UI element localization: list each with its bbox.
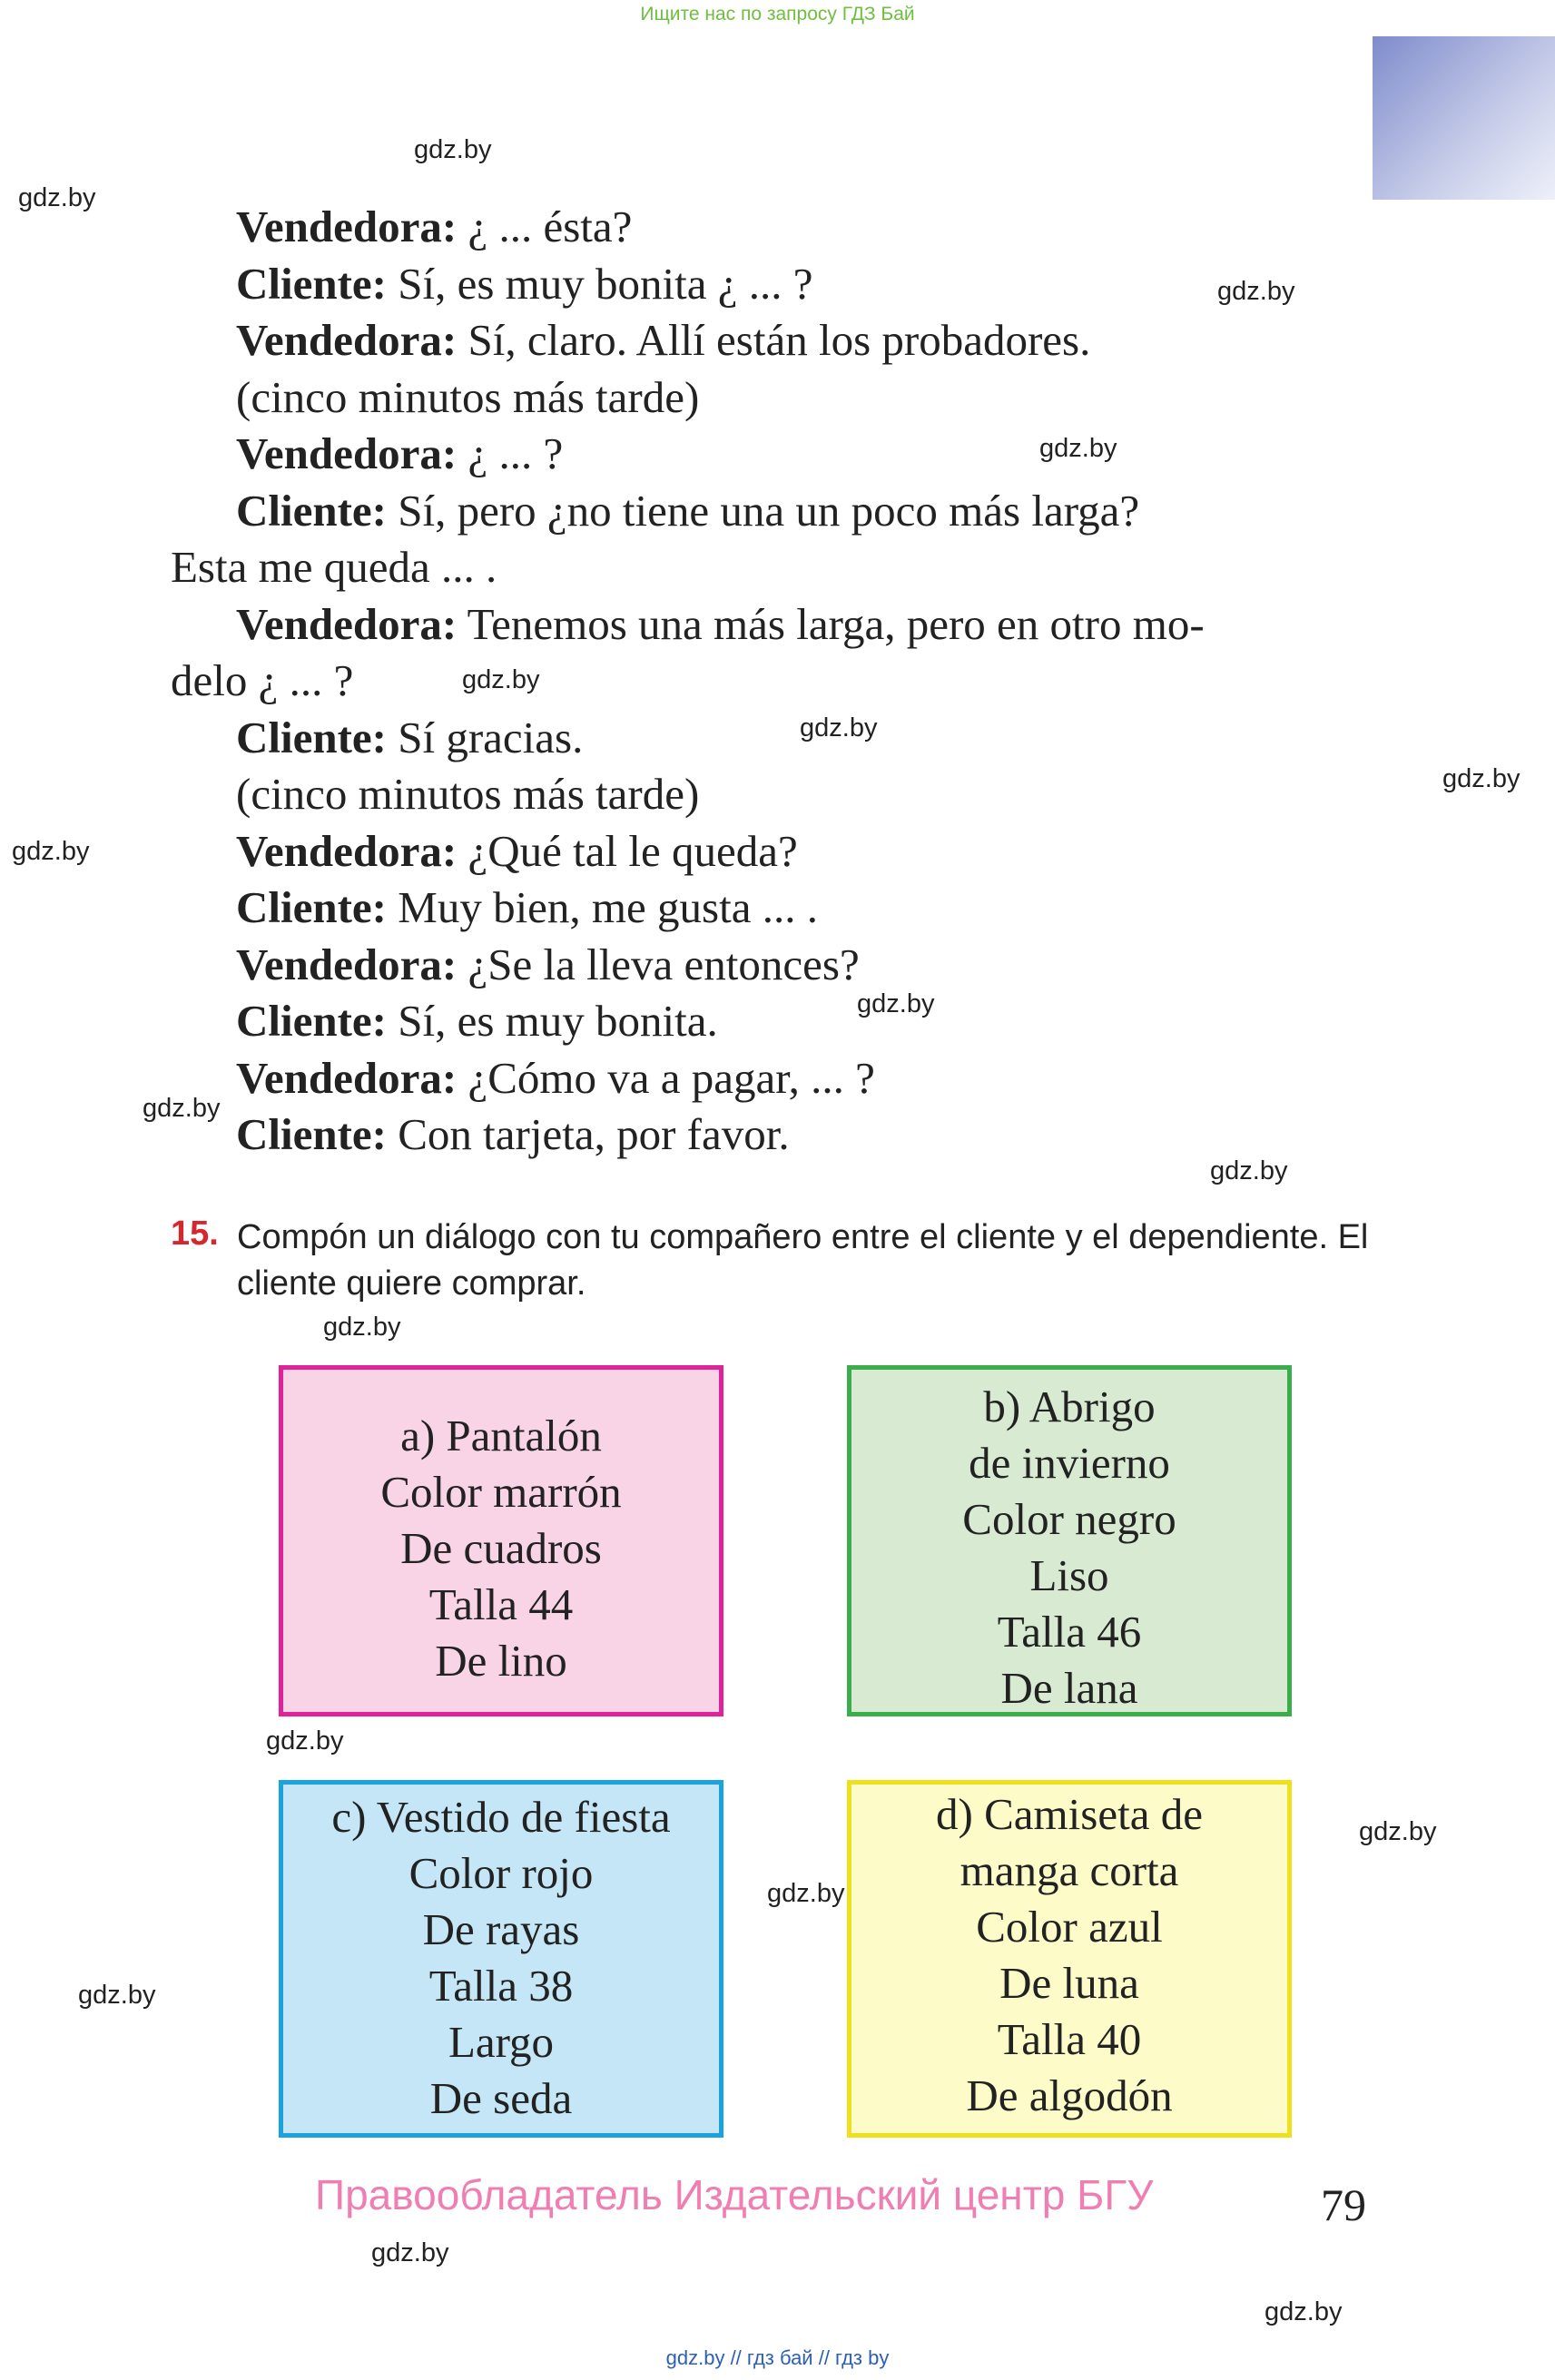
page-number: 79 (1321, 2179, 1366, 2230)
top-banner[interactable]: Ищите нас по запросу ГДЗ Бай (640, 4, 915, 25)
dialogue-line: Vendedora: ¿ ... ésta? (236, 202, 633, 251)
card-abrigo (847, 1365, 1292, 1716)
card-camiseta (847, 1780, 1292, 2138)
card-title: d) Camiseta de (936, 1789, 1203, 1839)
card-line: Color rojo (408, 1848, 594, 1898)
footer-links[interactable]: gdz.by // гдз бай // гдз by (665, 2346, 890, 2369)
card-pantalon (279, 1365, 723, 1716)
card-line: Color negro (962, 1494, 1176, 1544)
dialogue-line: Esta me queda ... . (171, 542, 497, 592)
dialogue-line: Cliente: Muy bien, me gusta ... . (236, 882, 818, 932)
watermark: gdz.by (266, 1726, 344, 1755)
dialogue-line: Vendedora: Tenemos una más larga, pero en otro mo- (236, 599, 1205, 649)
dialogue-line: Vendedora: ¿Cómo va a pagar, ... ? (236, 1053, 875, 1103)
watermark: gdz.by (323, 1313, 401, 1342)
card-line: De cuadros (400, 1523, 602, 1573)
dialogue-line: (cinco minutos más tarde) (236, 372, 700, 422)
task-number: 15. (171, 1215, 219, 1253)
card-line: De algodón (966, 2070, 1173, 2120)
dialogue-line: (cinco minutos más tarde) (236, 769, 700, 819)
watermark: gdz.by (1210, 1156, 1288, 1185)
card-line: de invierno (969, 1438, 1170, 1488)
dialogue-line: Cliente: Sí, pero ¿no tiene una un poco más larga? (236, 486, 1140, 536)
watermark: gdz.by (1217, 277, 1295, 306)
card-line: Talla 44 (428, 1579, 574, 1629)
dialogue-line: Vendedora: ¿ ... ? (236, 428, 564, 478)
card-line: manga corta (960, 1845, 1179, 1895)
card-line: De luna (999, 1958, 1139, 2008)
watermark: gdz.by (1039, 434, 1117, 463)
card-title: c) Vestido de fiesta (331, 1792, 671, 1842)
dialogue-line: Cliente: Sí gracias. (236, 713, 584, 762)
card-line: Largo (448, 2017, 555, 2067)
dialogue-line: delo ¿ ... ? (171, 655, 354, 705)
dialogue-line: Vendedora: ¿Qué tal le queda? (236, 826, 798, 876)
watermark: gdz.by (1442, 764, 1521, 793)
card-line: Color azul (976, 1902, 1163, 1952)
dialogue-line: Vendedora: Sí, claro. Allí están los probadores. (236, 315, 1091, 365)
watermark: gdz.by (767, 1879, 845, 1908)
watermark: gdz.by (1359, 1817, 1437, 1846)
watermark: gdz.by (462, 665, 540, 694)
watermark: gdz.by (18, 183, 96, 212)
watermark: gdz.by (414, 135, 492, 164)
card-line: De lino (435, 1636, 567, 1686)
watermark: gdz.by (371, 2238, 449, 2267)
dialogue-line: Cliente: Sí, es muy bonita. (236, 996, 718, 1046)
card-line: Talla 38 (428, 1961, 574, 2011)
watermark: gdz.by (78, 1981, 156, 2010)
dialogue-line: Cliente: Sí, es muy bonita ¿ ... ? (236, 259, 813, 309)
card-line: De rayas (422, 1904, 580, 1954)
task-instruction: Compón un diálogo con tu compañero entre el cliente y el dependiente. El cliente quiere comprar. (237, 1218, 1369, 1303)
card-line: Color marrón (380, 1467, 622, 1517)
card-line: Talla 46 (997, 1607, 1142, 1657)
card-line: De seda (429, 2073, 573, 2123)
watermark: gdz.by (12, 837, 90, 866)
corner-decoration (1373, 36, 1555, 200)
card-title: b) Abrigo (983, 1382, 1156, 1431)
dialogue-line: Cliente: Con tarjeta, por favor. (236, 1109, 790, 1159)
card-line: Liso (1029, 1550, 1109, 1600)
watermark: gdz.by (1265, 2297, 1343, 2326)
watermark: gdz.by (143, 1094, 221, 1123)
watermark: gdz.by (800, 713, 878, 743)
card-line: Talla 40 (997, 2014, 1142, 2064)
card-line: De lana (1000, 1663, 1138, 1713)
card-vestido (279, 1780, 723, 2138)
dialogue-line: Vendedora: ¿Se la lleva entonces? (236, 939, 860, 989)
watermark: gdz.by (857, 989, 935, 1018)
copyright-notice: Правообладатель Издательский центр БГУ (315, 2171, 1154, 2218)
card-title: a) Pantalón (400, 1411, 602, 1460)
